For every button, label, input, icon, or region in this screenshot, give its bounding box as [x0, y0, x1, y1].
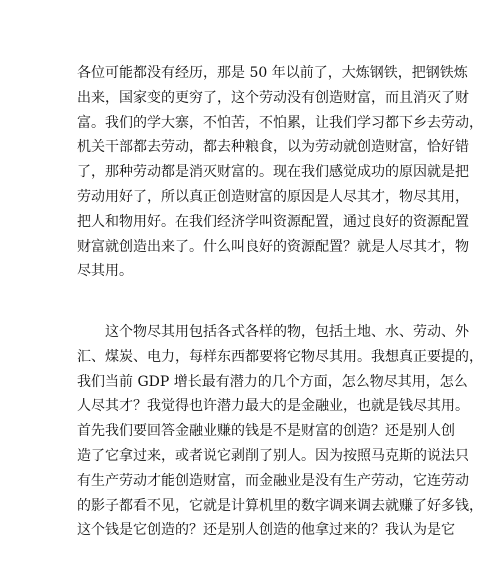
text-line: 有生产劳动才能创造财富，而金融业是没有生产劳动，它连劳动 [77, 472, 469, 489]
paragraph-1 [77, 61, 483, 284]
text-line: 首先我们要回答金融业赚的钱是不是财富的创造？还是别人创 [77, 423, 455, 440]
text-line: 的影子都看不见，它就是计算机里的数字调来调去就赚了好多钱， [77, 497, 483, 514]
text-line: 各位可能都没有经历，那是 50 年以前了，大炼钢铁，把钢铁炼 [77, 65, 468, 81]
text-line: 造了它拿过来，或者说它剥削了别人。因为按照马克斯的说法只 [77, 447, 469, 464]
text-line: 出来，国家变的更穷了，这个劳动没有创造财富，而且消灭了财 [77, 89, 469, 106]
text-line: 了，那种劳动都是消灭财富的。现在我们感觉成功的原因就是把 [77, 164, 469, 181]
text-line: 尽其用。 [77, 263, 133, 280]
text-line: 把人和物用好。在我们经济学叫资源配置，通过良好的资源配置 [77, 213, 469, 230]
text-line: 这个钱是它创造的？还是别人创造的他拿过来的？我认为是它 [77, 522, 455, 539]
text-line: 我们当前 GDP 增长最有潜力的几个方面，怎么物尽其用，怎么 [77, 373, 468, 390]
text-line: 这个物尽其用包括各式各样的物，包括土地、水、劳动、外 [77, 324, 469, 340]
text-line: 人尽其才？我觉得也许潜力最大的是金融业，也就是钱尽其用。 [77, 398, 469, 415]
text-line: 劳动用好了，所以真正创造财富的原因是人尽其才，物尽其用， [77, 188, 469, 205]
paragraph-2 [77, 320, 483, 543]
text-line: 富。我们的学大寨，不怕苦，不怕累，让我们学习都下乡去劳动， [77, 114, 483, 131]
text-line: 机关干部都去劳动，都去种粮食，以为劳动就创造财富，恰好错 [77, 139, 469, 156]
text-line: 汇、煤炭、电力，每样东西都要将它物尽其用。我想真正要提的， [77, 348, 483, 365]
text-line: 财富就创造出来了。什么叫良好的资源配置？就是人尽其才，物 [77, 238, 469, 255]
